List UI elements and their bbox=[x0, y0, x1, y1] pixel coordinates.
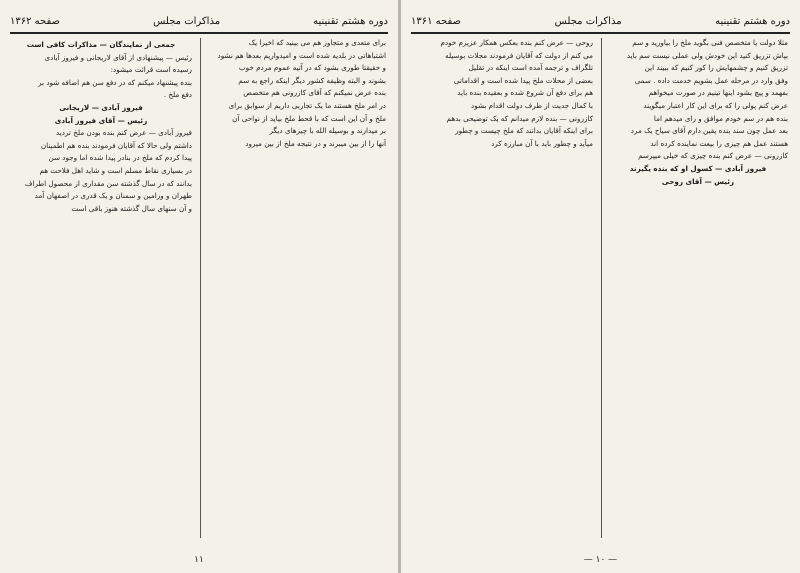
left-page bbox=[0, 0, 399, 573]
right-page-header bbox=[411, 10, 790, 34]
paragraph: کازرونی — عرض کنم بنده چیزی که خیلی میپرسم bbox=[638, 151, 788, 161]
left-page-header bbox=[10, 10, 388, 34]
paragraph: برای متعدی و متجاوز هم می بینید که اخیرا یک bbox=[248, 38, 386, 47]
left-header-session: دوره هشتم تقنینیه bbox=[313, 15, 388, 27]
paragraph: تزریق کنیم و چشمهایش را کور کنیم که ببیند این bbox=[644, 63, 788, 73]
speaker-line: رئیس — آقای روحی bbox=[661, 176, 735, 186]
right-page-number: — ۱۰ — bbox=[583, 555, 618, 565]
paragraph: هستند عمل هم چیزی را بیعت نماینده کرده اند bbox=[650, 138, 788, 148]
left-page-right-column bbox=[206, 38, 386, 543]
right-header-title: مذاکرات مجلس bbox=[554, 15, 622, 27]
paragraph: داشتم ولی حالا که آقایان فرمودند بنده هم اطمینان bbox=[40, 140, 192, 150]
paragraph: بعضی از محلات ملخ پیدا شده است و اقداماتی bbox=[453, 75, 593, 85]
paragraph: فیروز آبادی — عرض کنم بنده بودن ملخ تردید bbox=[55, 128, 192, 138]
right-page bbox=[401, 0, 800, 573]
paragraph: طهران و ورامین و سمنان و یک قدری در اصفهان آمد bbox=[34, 191, 192, 201]
paragraph: میآید و چطور باید با آن مبارزه کرد bbox=[491, 138, 593, 148]
right-page-left-column bbox=[411, 38, 593, 543]
paragraph: پیدا کردم که ملخ در بنادر پیدا شده اما وجود سن bbox=[48, 153, 192, 163]
paragraph: دفع ملخ . bbox=[163, 90, 192, 100]
paragraph: می کنم از دولت که آقایان فرمودند مجلات بوسیله bbox=[445, 50, 593, 60]
paragraph: در امر ملخ هستند ما یک تجاربی داریم از سوابق برای bbox=[228, 100, 386, 110]
paragraph: بشوند و البته وظیفه کشور دیگر اینکه راجع به سم bbox=[238, 75, 386, 85]
paragraph: بنده عرض نمیکنم که آقای کازرونی هم متخصص bbox=[243, 88, 386, 98]
paragraph: اشتباهاتی در بلدیه شده است و امیدواریم بعدها هم نشود bbox=[217, 50, 386, 60]
paragraph: وفق وارد در مرحله عمل بشویم خدمت داده . سمی bbox=[634, 75, 788, 85]
right-header-session: دوره هشتم تقنینیه bbox=[715, 15, 790, 27]
paragraph: تلگراف و ترجمه آمده است اینکه در تقلیل bbox=[468, 63, 593, 73]
paragraph: هم برای دفع آن شروع شده و بعقیده بنده باید bbox=[457, 88, 593, 98]
paragraph: بپاش تزریق کنید این خودش ولی عملی نیست سم باید bbox=[626, 50, 788, 60]
paragraph: کازرونی — بنده لازم میدانم که یک توضیحی بدهم bbox=[446, 113, 593, 123]
paragraph: در بسیاری نقاط مسلم است و شاید اهل فلاحت هم bbox=[39, 165, 192, 175]
right-page-right-column bbox=[608, 38, 788, 543]
signature-line: فیروز آبادی — لاریجانی bbox=[59, 102, 143, 112]
column-rule bbox=[601, 38, 602, 538]
paragraph: رسیده است قرائت میشود: bbox=[110, 65, 192, 75]
paragraph: بدانند که در سال گذشته سن مقداری از محصول اطراف bbox=[25, 178, 192, 188]
left-page-left-column bbox=[10, 38, 192, 543]
paragraph: بعد عمل چون سند بنده یقین دارم آقای سیاح یک مرد bbox=[630, 126, 788, 136]
speaker-line: فیروز آبادی — کسول او که بنده یگیرند bbox=[629, 163, 767, 173]
paragraph: ملخ و آن این است که با قحط ملخ بیاید از نواحی آن bbox=[232, 113, 386, 123]
right-header-page-label: صفحه ۱۳۶۱ bbox=[411, 15, 462, 27]
paragraph: و حقیقتا طوری بشود که در آتیه عموم مردم خوب bbox=[238, 63, 386, 73]
paragraph: رئیس — پیشنهادی از آقای لاریجانی و فیروز آبادی bbox=[44, 52, 192, 62]
paragraph: آنها را از بین میبرند و در نتیجه ملخ از بین میرود bbox=[245, 138, 386, 148]
left-page-number: ۱۱ bbox=[194, 555, 204, 565]
paragraph: عرض کنم پولی را که برای این کار اعتبار میگویند bbox=[643, 100, 788, 110]
paragraph: برای اینکه آقایان بدانند که ملخ چیست و چطور bbox=[455, 126, 593, 136]
left-header-title: مذاکرات مجلس bbox=[153, 15, 221, 27]
left-header-page-label: صفحه ۱۳۶۲ bbox=[10, 15, 61, 27]
paragraph: مثلا دولت یا متخصص فنی بگوید ملخ را بیاورید و سم bbox=[632, 38, 788, 47]
paragraph: بنده پیشنهاد میکنم که در دفع سن هم اضافه شود بر bbox=[38, 77, 192, 87]
paragraph: بر میدارند و بوسیله الله با چیزهای دیگر bbox=[269, 126, 386, 136]
speaker-line: رئیس — آقای فیروز آبادی bbox=[54, 115, 148, 125]
speaker-line: جمعی از نمایندگان — مذاکرات کافی است bbox=[26, 40, 176, 49]
paragraph: بنده هم در سم خودم موافق و رای میدهم اما bbox=[653, 113, 788, 123]
paragraph: روحی — عرض کنم بنده بعکس همکار عزیزم خودم bbox=[440, 38, 593, 47]
paragraph: و آن سنهای سال گذشته هنوز باقی است bbox=[71, 203, 192, 213]
paragraph: بفهمد و پیچ بشود اینها تینیم در صورت میخواهم bbox=[648, 88, 788, 98]
column-rule bbox=[200, 38, 201, 538]
paragraph: با کمال جدیت از طرف دولت اقدام بشود bbox=[471, 100, 593, 110]
